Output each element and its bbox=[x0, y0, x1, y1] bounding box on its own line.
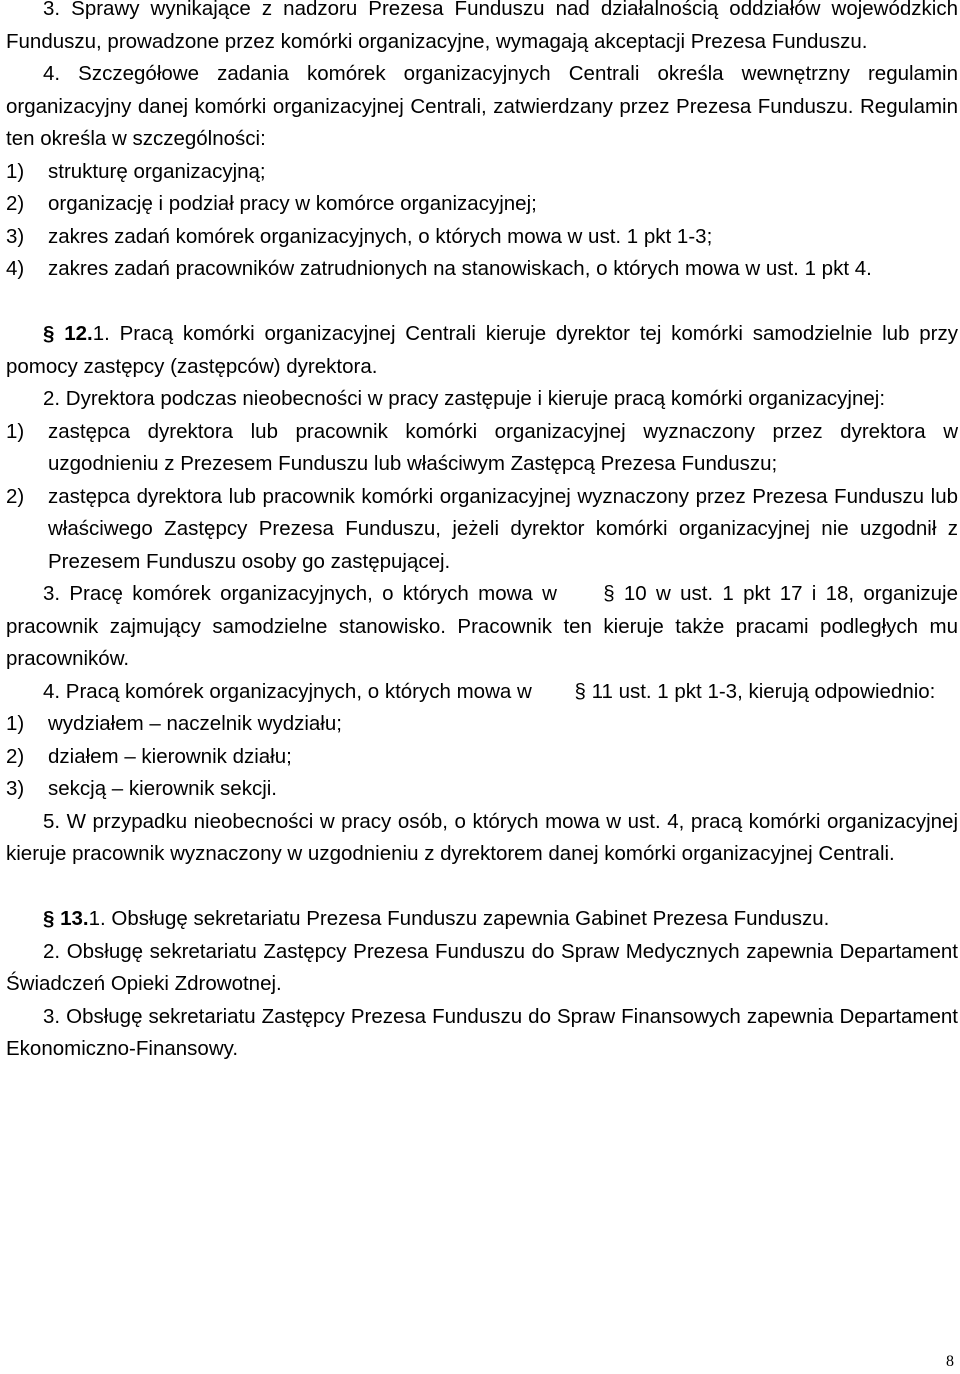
paragraph-3: 3. Sprawy wynikające z nadzoru Prezesa Funduszu nad działalnością oddziałów wojewódzkich Funduszu, prowadzone przez komórki organizacyjne, wymagają akceptacji Prezesa Funduszu. bbox=[6, 0, 958, 53]
list-number: 2) bbox=[6, 744, 25, 768]
section-13-paragraph-1: § 13.1. Obsługę sekretariatu Prezesa Funduszu zapewnia Gabinet Prezesa Funduszu. bbox=[43, 907, 830, 930]
list-text: zastępca dyrektora lub pracownik komórki organizacyjnej wyznaczony przez dyrektora w uzgodnieniu z Prezesem Funduszu lub właściwym Zastępcą Prezesa Funduszu; bbox=[48, 419, 958, 475]
section-sign: § bbox=[603, 582, 615, 605]
list-text: strukturę organizacyjną; bbox=[48, 159, 266, 183]
list-number: 1) bbox=[6, 159, 25, 183]
list-item bbox=[6, 741, 958, 774]
list-number: 3) bbox=[6, 777, 25, 800]
list-text: wydziałem – naczelnik wydziału; bbox=[48, 712, 342, 735]
paragraph-4: 4. Szczegółowe zadania komórek organizacyjnych Centrali określa wewnętrzny regulamin organizacyjny danej komórki organizacyjnej Centrali, zatwierdzany przez Prezesa Funduszu. Regulamin ten określa w szczególności: bbox=[6, 62, 958, 150]
section-number: 13. bbox=[60, 907, 89, 930]
list-item bbox=[6, 481, 958, 579]
page-number: 8 bbox=[946, 1353, 954, 1370]
section-sign: § bbox=[43, 322, 55, 345]
list-item bbox=[6, 773, 958, 806]
list-text: zakres zadań pracowników zatrudnionych na stanowiskach, o których mowa w ust. 1 pkt 4. bbox=[48, 257, 872, 280]
list-number: 2) bbox=[6, 192, 25, 215]
list-text: zakres zadań komórek organizacyjnych, o których mowa w ust. 1 pkt 1-3; bbox=[48, 224, 713, 248]
list-zastepstwo bbox=[6, 416, 958, 579]
list-text: sekcją – kierownik sekcji. bbox=[48, 777, 277, 800]
list-number: 3) bbox=[6, 224, 25, 248]
list-item bbox=[6, 156, 958, 189]
section-12-paragraph-4: 4. Pracą komórek organizacyjnych, o których mowa w § 11 ust. 1 pkt 1-3, kierują odpowiednio: bbox=[6, 676, 958, 709]
list-item bbox=[6, 188, 958, 221]
section-number: 12. bbox=[64, 322, 93, 345]
list-number: 2) bbox=[6, 484, 25, 508]
list-kierownictwo bbox=[6, 708, 958, 806]
list-text: zastępca dyrektora lub pracownik komórki organizacyjnej wyznaczony przez Prezesa Funduszu lub właściwego Zastępcy Prezesa Funduszu, jeżeli dyrektor komórki organizacyjnej nie uzgodnił z Prezesem Funduszu osoby go zastępującej. bbox=[48, 484, 958, 573]
list-item bbox=[6, 221, 958, 254]
section-12-paragraph-2: 2. Dyrektora podczas nieobecności w pracy zastępuje i kieruje pracą komórki organizacyjnej: bbox=[43, 387, 886, 410]
list-item bbox=[6, 253, 958, 286]
section-12-paragraph-5: 5. W przypadku nieobecności w pracy osób, o których mowa w ust. 4, pracą komórki organizacyjnej kieruje pracownik wyznaczony w uzgodnieniu z dyrektorem danej komórki organizacyjnej Centrali. bbox=[6, 809, 958, 865]
section-12-heading bbox=[43, 322, 93, 345]
document-page bbox=[6, 0, 958, 1066]
list-regulamin bbox=[6, 156, 958, 286]
section-13-paragraph-3: 3. Obsługę sekretariatu Zastępcy Prezesa Funduszu do Spraw Finansowych zapewnia Departament Ekonomiczno-Finansowy. bbox=[6, 1004, 958, 1060]
list-number: 1) bbox=[6, 419, 25, 443]
list-text: działem – kierownik działu; bbox=[48, 744, 292, 768]
section-13-paragraph-2: 2. Obsługę sekretariatu Zastępcy Prezesa Funduszu do Spraw Medycznych zapewnia Departament Świadczeń Opieki Zdrowotnej. bbox=[6, 939, 958, 995]
list-item bbox=[6, 708, 958, 741]
list-item bbox=[6, 416, 958, 481]
list-number: 4) bbox=[6, 257, 25, 280]
section-12-paragraph-1: § 12.1. Pracą komórki organizacyjnej Centrali kieruje dyrektor tej komórki samodzielnie lub przy pomocy zastępcy (zastępców) dyrektora. bbox=[6, 322, 958, 378]
list-number: 1) bbox=[6, 712, 25, 735]
section-sign: § bbox=[574, 679, 586, 703]
list-text: organizację i podział pracy w komórce organizacyjnej; bbox=[48, 192, 537, 215]
section-12-paragraph-3: 3. Pracę komórek organizacyjnych, o których mowa w § 10 w ust. 1 pkt 17 i 18, organizuje pracownik zajmujący samodzielne stanowisko. Pracownik ten kieruje także pracami podległych mu pracowników. bbox=[6, 578, 958, 676]
section-13-heading bbox=[43, 907, 89, 930]
section-sign: § bbox=[43, 907, 55, 930]
